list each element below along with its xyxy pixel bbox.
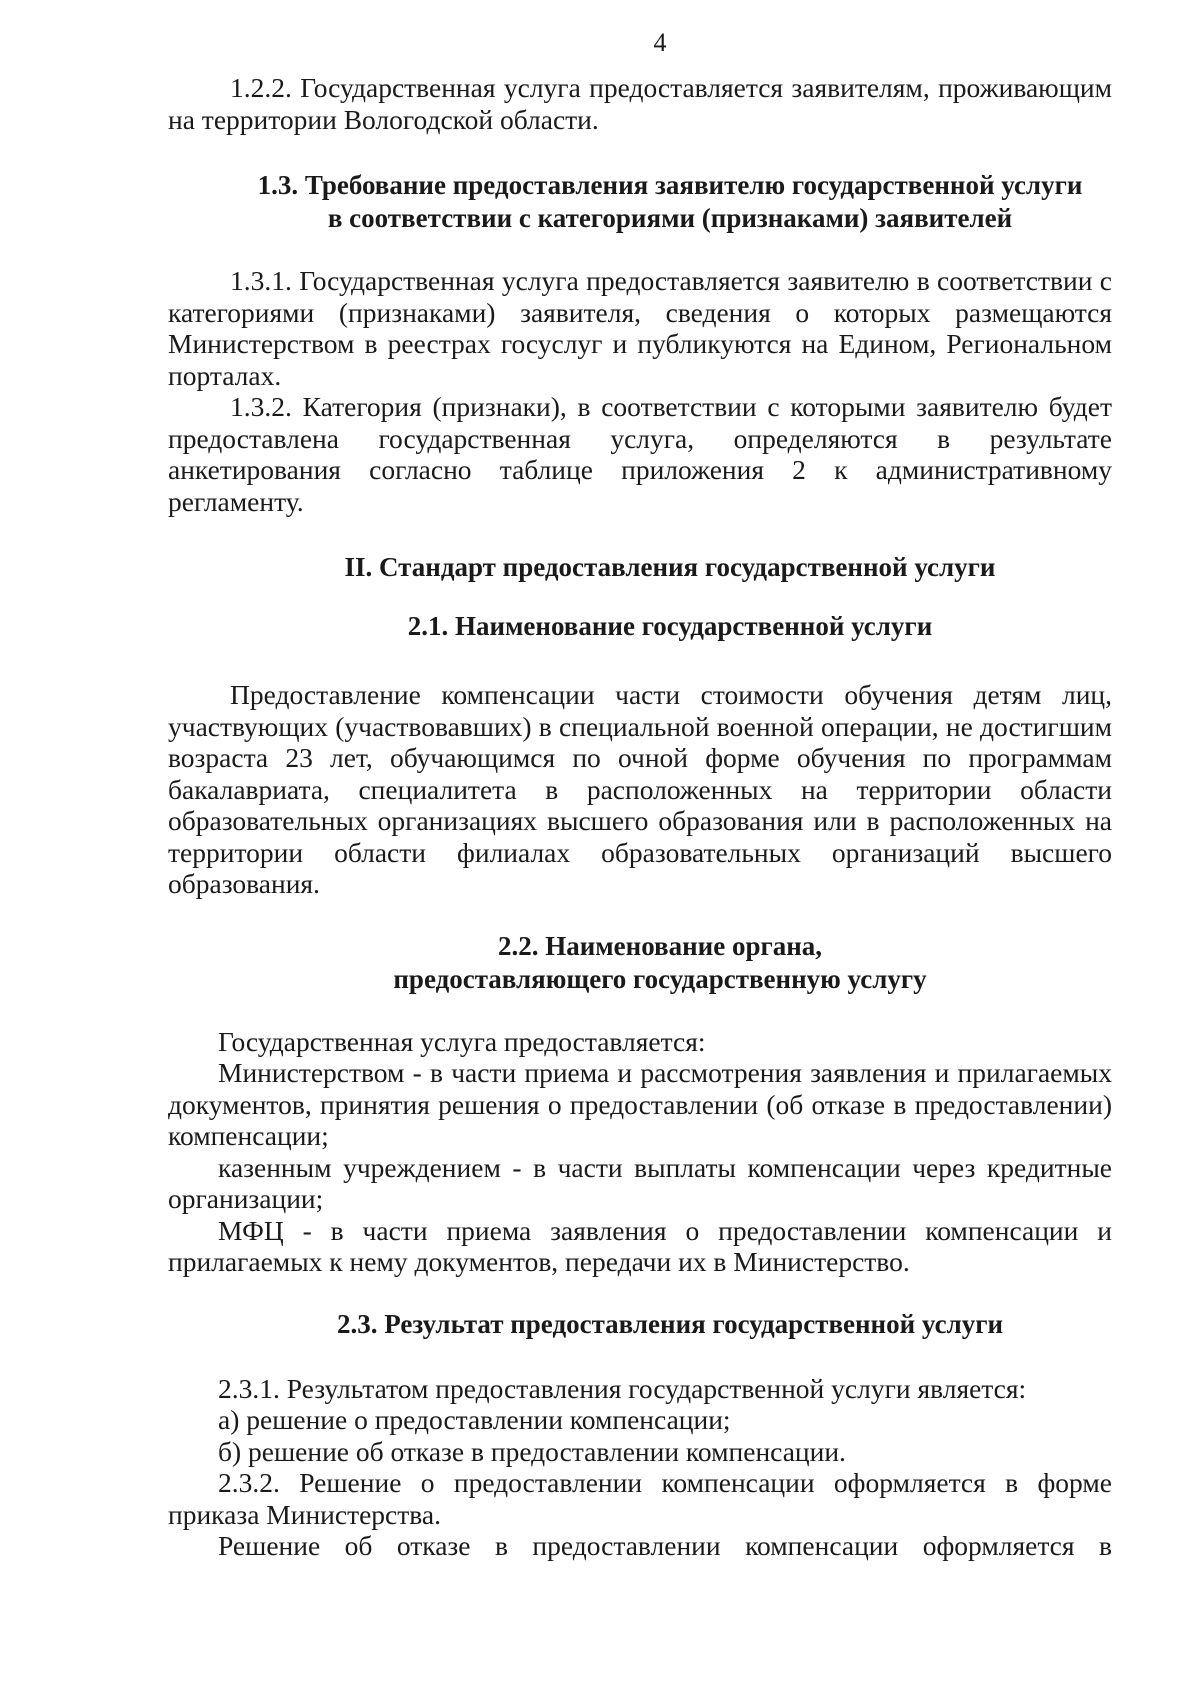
paragraph-2-3-2-refusal: Решение об отказе в предоставлении компенсации оформляется в <box>218 1530 1112 1561</box>
heading-2-1: 2.1. Наименование государственной услуги <box>407 611 933 641</box>
paragraph-2-3-1-b: б) решение об отказе в предоставлении компенсации. <box>218 1435 846 1467</box>
heading-2-2-line1: 2.2. Наименование органа, <box>497 930 823 961</box>
heading-2-3: 2.3. Результат предоставления государственной услуги <box>336 1308 1004 1339</box>
paragraph-1-2-2: 1.2.2. Государственная услуга предоставляется заявителям, проживающим на территории Вологодской области. <box>168 72 1112 135</box>
paragraph-2-1: Предоставление компенсации части стоимости обучения детям лиц, участвующих (участвовавших) в специальной военной операции, не достигшим возраста 23 лет, обучающимся по очной форме обучения по программам бакалавриата, специалитета в расположенных на территории области образовательных организациях высшего образования или в расположенных на территории области филиалах образовательных организаций высшего образования. <box>168 679 1112 899</box>
paragraph-2-3-2: 2.3.2. Решение о предоставлении компенсации оформляется в форме приказа Министерства. <box>168 1467 1112 1530</box>
heading-2-2-line2: предоставляющего государственную услугу <box>393 963 927 994</box>
paragraph-2-2-intro: Государственная услуга предоставляется: <box>218 1025 706 1057</box>
paragraph-2-2-kazen: казенным учреждением - в части выплаты компенсации через кредитные организации; <box>168 1151 1112 1214</box>
page-number: 4 <box>653 28 667 57</box>
paragraph-2-2-ministry: Министерством - в части приема и рассмотрения заявления и прилагаемых документов, принятия решения о предоставлении (об отказе в предоставлении) компенсации; <box>168 1057 1112 1151</box>
paragraph-1-3-2: 1.3.2. Категория (признаки), в соответствии с которыми заявителю будет предоставлена государственная услуга, определяются в результате анкетирования согласно таблице приложения 2 к административному регламенту. <box>168 391 1112 517</box>
paragraph-1-3-1: 1.3.1. Государственная услуга предоставляется заявителю в соответствии с категориями (признаками) заявителя, сведения о которых размещаются Министерством в реестрах госуслуг и публикуются на Едином, Региональном порталах. <box>168 265 1112 391</box>
paragraph-2-3-1-a: а) решение о предоставлении компенсации; <box>218 1404 731 1435</box>
paragraph-2-2-mfc: МФЦ - в части приема заявления о предоставлении компенсации и прилагаемых к нему документов, передачи их в Министерство. <box>168 1214 1112 1277</box>
paragraph-2-3-1: 2.3.1. Результатом предоставления государственной услуги является: <box>218 1372 1027 1404</box>
heading-1-3-line1: 1.3. Требование предоставления заявителю государственной услуги <box>257 170 1083 200</box>
heading-1-3-line2: в соответствии с категориями (признаками) заявителей <box>327 203 1013 233</box>
heading-section-2: II. Стандарт предоставления государственной услуги <box>344 552 996 582</box>
